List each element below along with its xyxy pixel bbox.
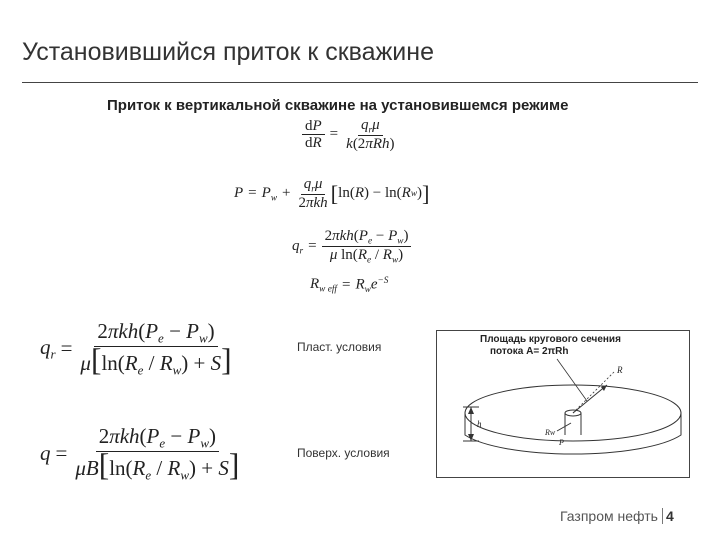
equation-rate-formation: $q_r$ = $\frac{2\pi kh(P_e - P_w)}{\mu[\ln(R_e / R_w) + S]}$ (40, 319, 232, 378)
page-number: 4 (665, 508, 674, 524)
footer-brand-name: Газпром нефть (560, 508, 658, 524)
surface-conditions-label: Поверх. условия (297, 446, 390, 460)
equation-rate-surface: q = $\frac{2\pi kh(P_e - P_w)}{\mu B[\ln(R_e / R_w) + S]}$ (40, 424, 240, 483)
title-divider (22, 82, 698, 83)
diagram-caption (480, 334, 640, 357)
slide-title: Установившийся приток к скважине (22, 38, 434, 66)
equation-darcy-gradient: $\frac{dP}{dR}$ = $\frac{q_r\mu}{\text{k(2πRh)}}$ (302, 117, 398, 153)
diagram-label-h: h (477, 419, 482, 429)
footer-brand (560, 508, 674, 524)
diagram-label-rw: Rw (545, 428, 556, 437)
diagram-label-r: R (617, 365, 623, 375)
slide-subtitle: Приток к вертикальной скважине на установившемся режиме (107, 97, 569, 114)
equation-pressure-profile: P = $P_w$ + $\frac{q_r\mu}{\text{2πkh}}$ [ ln( R ) − ln( R w ) ] (234, 176, 430, 212)
footer-separator (662, 508, 663, 524)
diagram-caption-line1: Площадь кругового сечения (480, 334, 621, 345)
diagram-caption-line2: потока A= 2πRh (490, 345, 569, 357)
equation-rate-ideal: $q_r$ = $\frac{2\pi kh(P_e - P_w)}{\mu \ln(R_e / R_w)}$ (292, 228, 411, 266)
formation-conditions-label: Пласт. условия (297, 340, 382, 354)
diagram-label-p: P (559, 438, 564, 447)
equation-effective-radius: $R_w$ $_{eff}$ = $R_we^{-S}$ (310, 276, 389, 295)
